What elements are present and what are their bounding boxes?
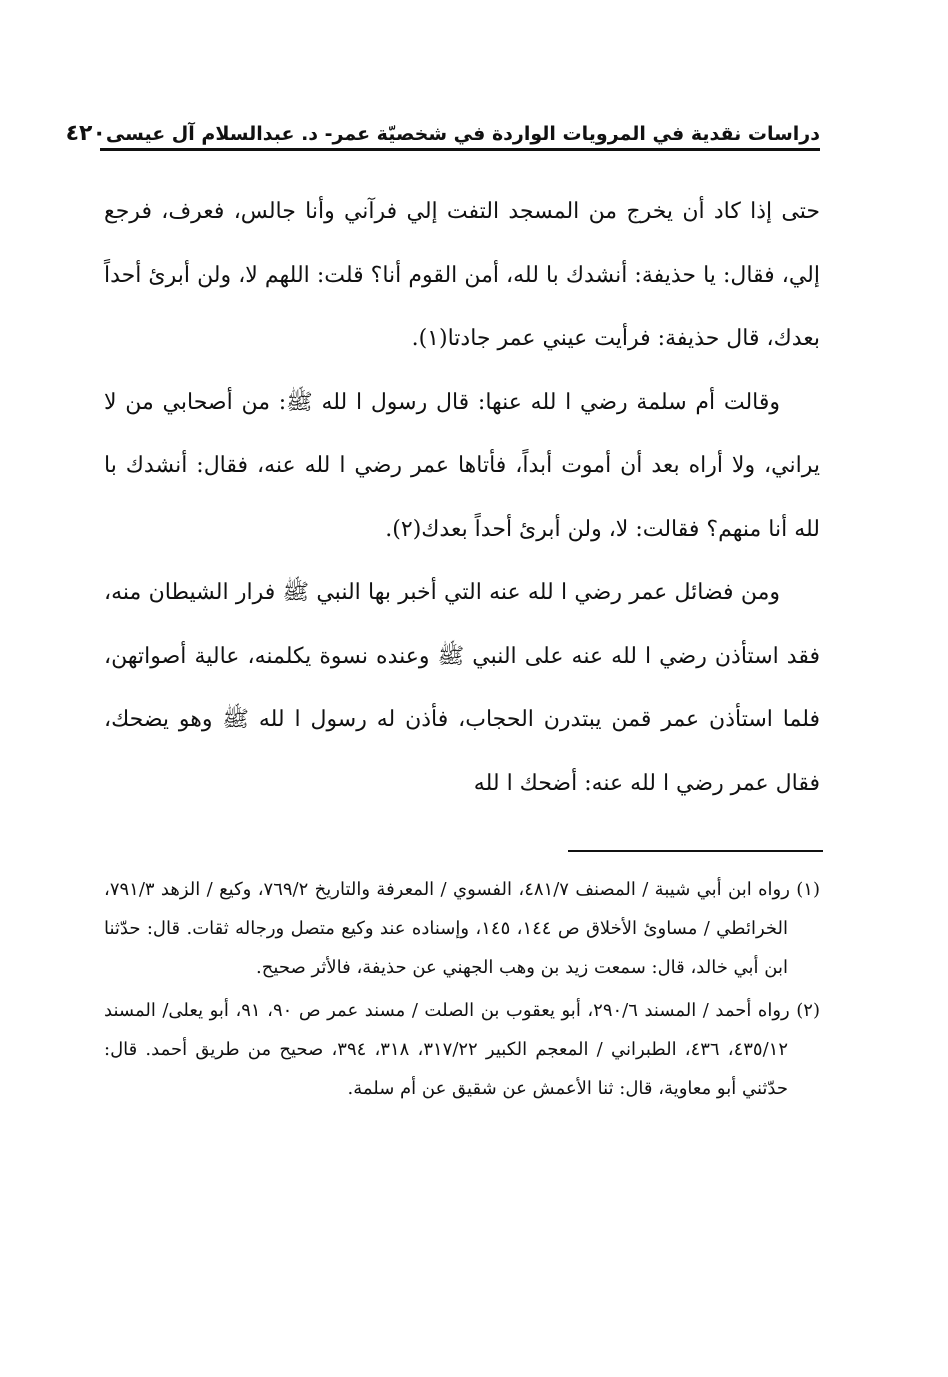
footnotes: [104, 870, 820, 1112]
footnote: (١) رواه ابن أبي شيبة / المصنف ٤٨١/٧، الفسوي / المعرفة والتاريخ ٧٦٩/٢، وكيع / الزهد ٧٩١/٣، الخرائطي / مساوئ الأخلاق ص ١٤٤، ١٤٥، وإسناده عند وكيع متصل ورجاله ثقات. قال: حدّثنا ابن أبي خالد، قال: سمعت زيد بن وهب الجهني عن حذيفة، فالأثر صحيح.: [104, 879, 820, 978]
main-text: [104, 180, 820, 815]
page-number: ٤٢٠: [65, 121, 106, 146]
paragraph: وقالت أم سلمة رضي ا لله عنها: قال رسول ا لله ﷺ: من أصحابي من لا يراني، ولا أراه بعد أن أموت أبداً، فأتاها عمر رضي ا لله عنه، فقال: أنشدك با لله أنا منهم؟ فقالت: لا، ولن أبرئ أحداً بعدك(٢).: [104, 389, 820, 542]
header-rule: [100, 148, 820, 151]
footnote-separator: [568, 850, 823, 852]
footnote: (٢) رواه أحمد / المسند ٢٩٠/٦، أبو يعقوب بن الصلت / مسند عمر ص ٩٠، ٩١، أبو يعلى/ المسند ٤٣٥/١٢، ٤٣٦، الطبراني / المعجم الكبير ٣١٧/٢٢، ٣١٨، ٣٩٤، صحيح من طريق أحمد. قال: حدّثني أبو معاوية، قال: ثنا الأعمش عن شقيق عن أم سلمة.: [104, 1000, 820, 1099]
paragraph: حتى إذا كاد أن يخرج من المسجد التفت إلي فرآني وأنا جالس، فعرف، فرجع إلي، فقال: يا حذيفة: أنشدك با لله، أمن القوم أنا؟ قلت: اللهم لا، ولن أبرئ أحداً بعدك، قال حذيفة: فرأيت عيني عمر جادتا(١).: [104, 199, 820, 351]
paragraph: ومن فضائل عمر رضي ا لله عنه التي أخبر بها النبي ﷺ فرار الشيطان منه، فقد استأذن رضي ا لله عنه على النبي ﷺ وعنده نسوة يكلمنه، عالية أصواتهن، فلما استأذن عمر قمن يبتدرن الحجاب، فأذن له رسول ا لله ﷺ وهو يضحك، فقال عمر رضي ا لله عنه: أضحك ا لله: [104, 580, 820, 796]
page-header: [65, 100, 820, 146]
running-title: دراسات نقدية في المرويات الواردة في شخصيّة عمر- د. عبدالسلام آل عيسى: [105, 123, 820, 145]
